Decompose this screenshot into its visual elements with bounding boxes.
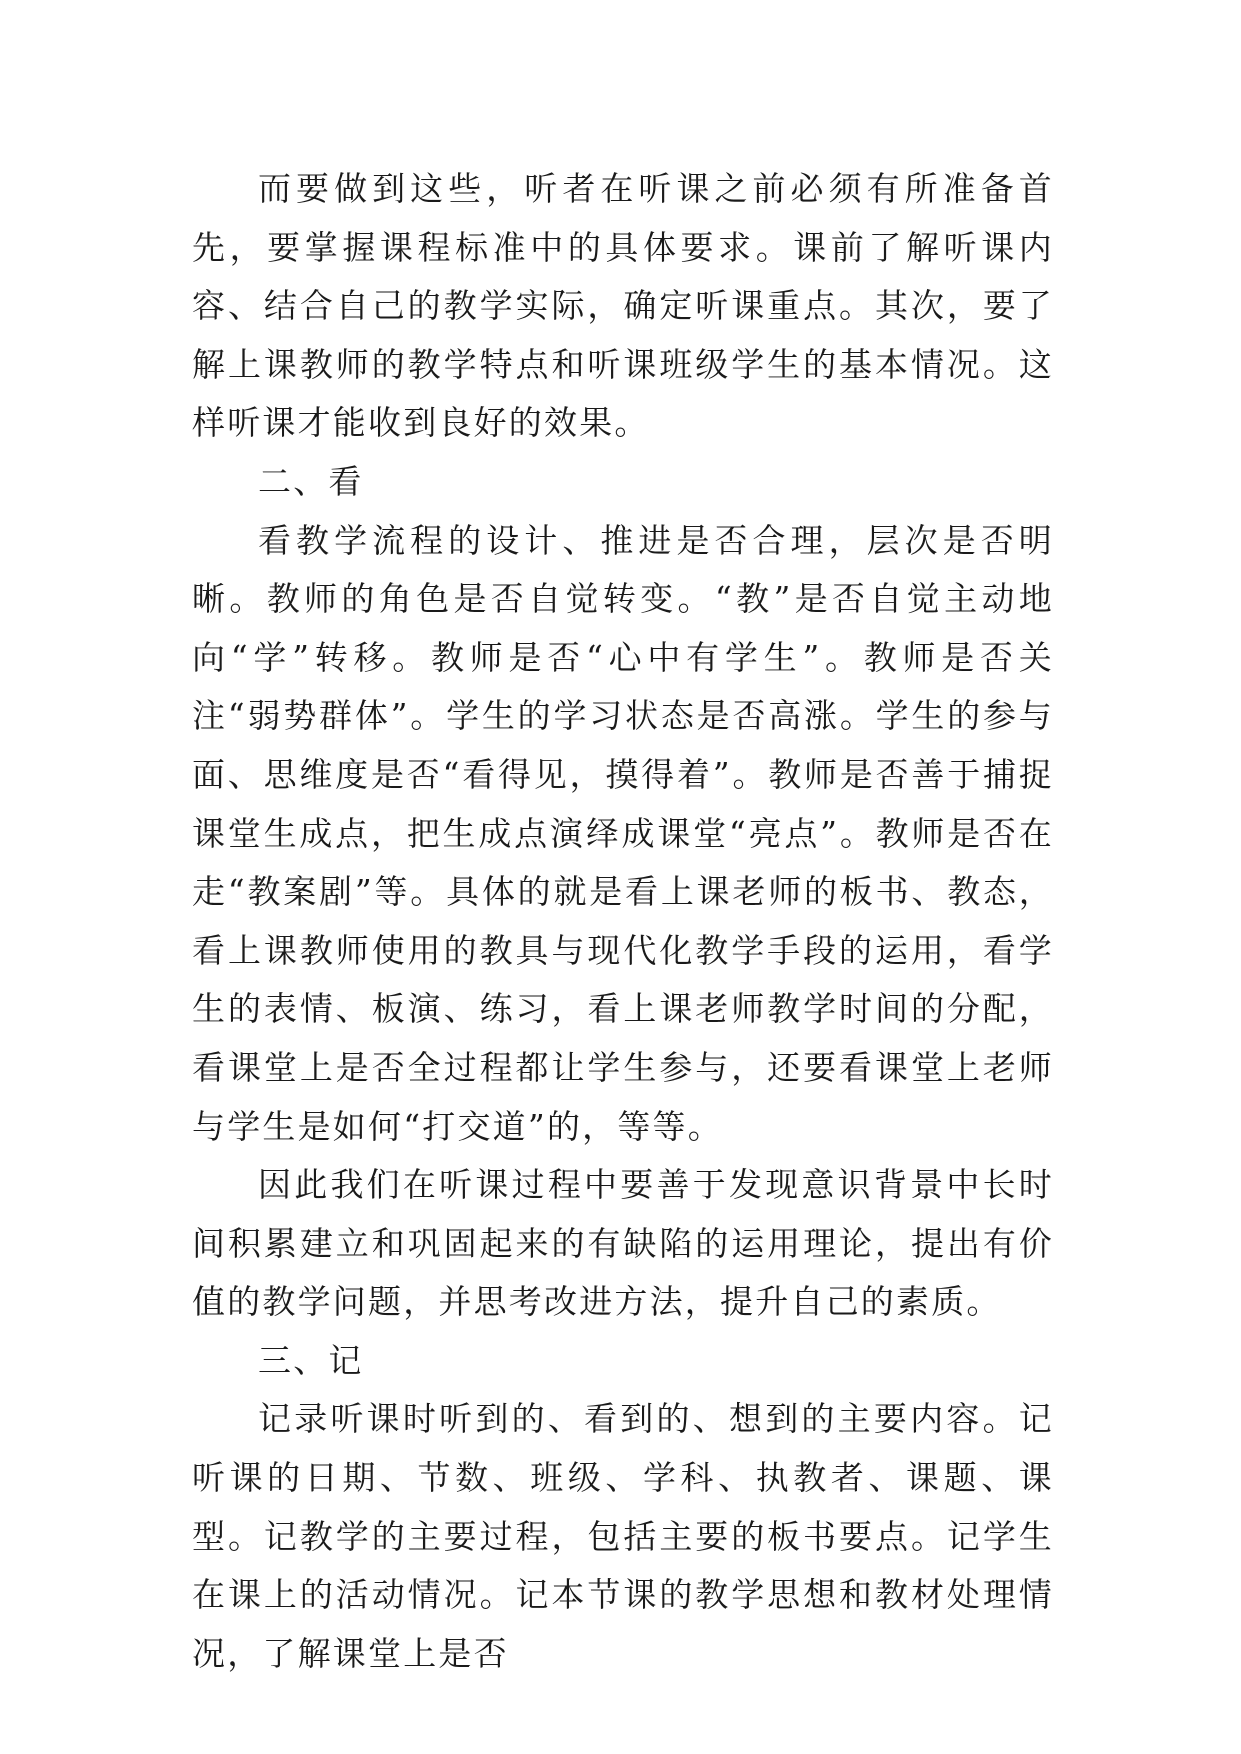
- paragraph-therefore: 因此我们在听课过程中要善于发现意识背景中长时间积累建立和巩固起来的有缺陷的运用理论，提出有价值的教学问题，并思考改进方法，提升自己的素质。: [192, 1165, 1054, 1322]
- paragraph-record: 记录听课时听到的、看到的、想到的主要内容。记听课的日期、节数、班级、学科、执教者、课题、课型。记教学的主要过程，包括主要的板书要点。记学生在课上的活动情况。记本节课的教学思想和教材处理情况，了解课堂上是否: [192, 1399, 1054, 1673]
- document-body: [192, 160, 1054, 1683]
- section-heading-record: 三、记: [258, 1340, 364, 1380]
- paragraph-look: 看教学流程的设计、推进是否合理，层次是否明晰。教师的角色是否自觉转变。“教”是否自觉主动地向“学”转移。教师是否“心中有学生”。教师是否关注“弱势群体”。学生的学习状态是否高涨。学生的参与面、思维度是否“看得见，摸得着”。教师是否善于捕捉课堂生成点，把生成点演绎成课堂“亮点”。教师是否在走“教案剧”等。具体的就是看上课老师的板书、教态，看上课教师使用的教具与现代化教学手段的运用，看学生的表情、板演、练习，看上课老师教学时间的分配，看课堂上是否全过程都让学生参与，还要看课堂上老师与学生是如何“打交道”的，等等。: [192, 520, 1054, 1146]
- paragraph-preparation: 而要做到这些，听者在听课之前必须有所准备首先，要掌握课程标准中的具体要求。课前了解听课内容、结合自己的教学实际，确定听课重点。其次，要了解上课教师的教学特点和听课班级学生的基本情况。这样听课才能收到良好的效果。: [192, 169, 1054, 443]
- section-heading-look: 二、看: [258, 461, 364, 501]
